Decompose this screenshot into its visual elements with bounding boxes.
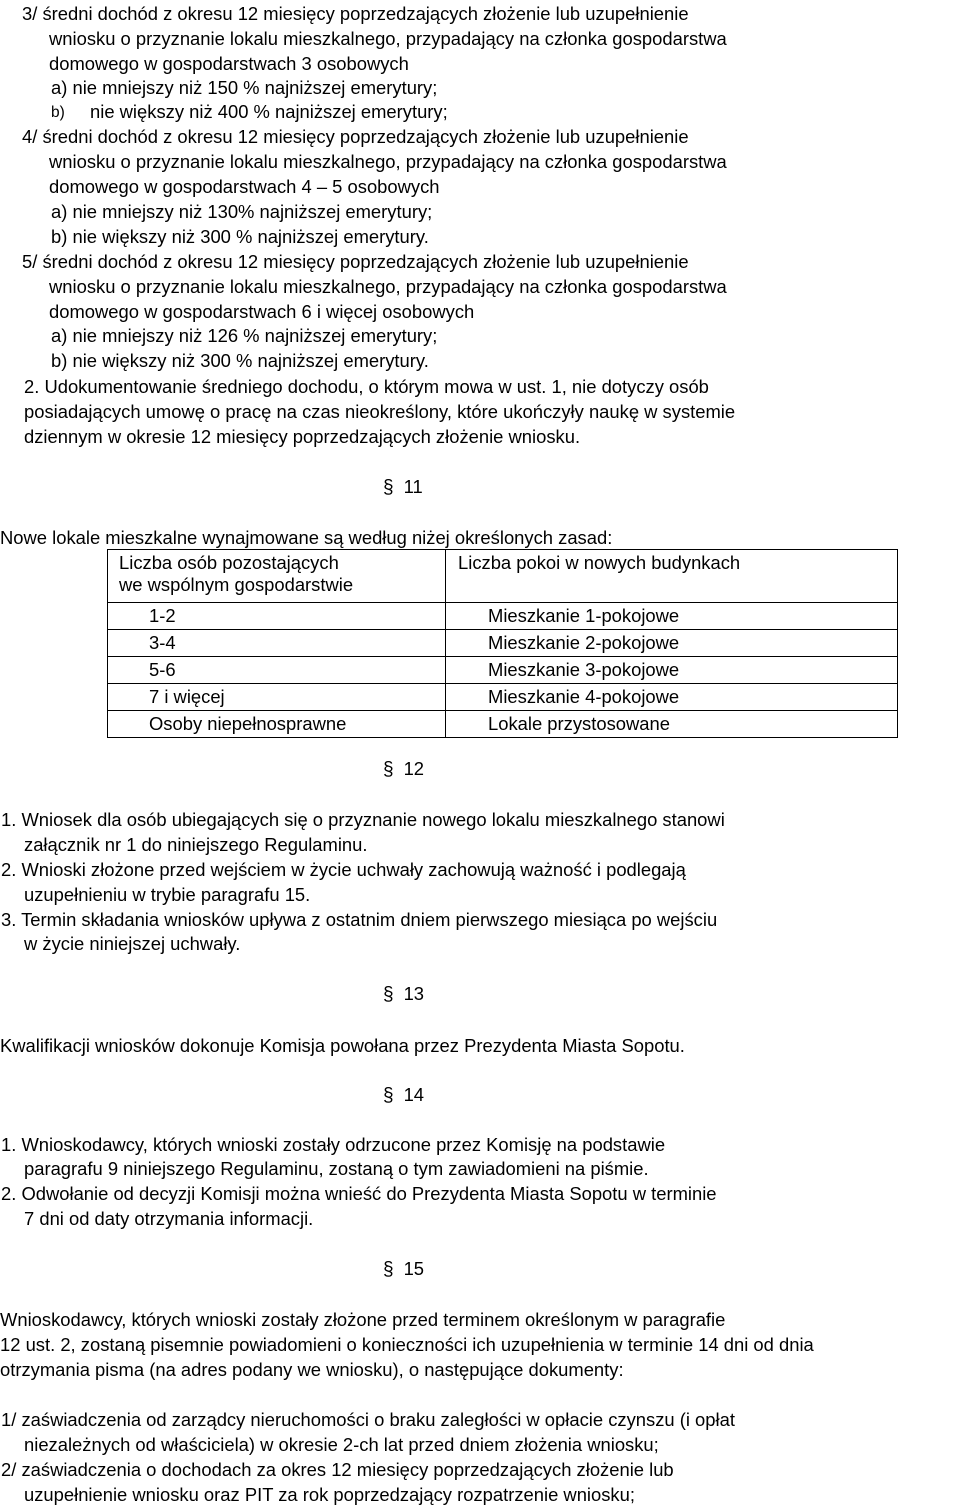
text-line: 2/ zaświadczenia o dochodach za okres 12 miesięcy poprzedzających złożenie lub — [1, 1459, 674, 1480]
text-line: 12 ust. 2, zostaną pisemnie powiadomieni o konieczności ich uzupełnienia w terminie 14 dni od dnia — [0, 1334, 814, 1355]
text-line: 2. Odwołanie od decyzji Komisji można wnieść do Prezydenta Miasta Sopotu w terminie — [1, 1183, 717, 1204]
text-line: Kwalifikacji wniosków dokonuje Komisja powołana przez Prezydenta Miasta Sopotu. — [0, 1035, 685, 1056]
text-line: wniosku o przyznanie lokalu mieszkalnego, przypadający na członka gospodarstwa — [49, 276, 727, 297]
table-header-row — [108, 550, 898, 603]
section-heading — [383, 476, 423, 499]
text-line: dziennym w okresie 12 miesięcy poprzedzających złożenie wniosku. — [24, 426, 581, 447]
table-cell: 5-6 — [108, 657, 446, 684]
list-marker: b) — [51, 104, 65, 121]
table-cell: Lokale przystosowane — [446, 711, 898, 738]
text-line: w życie niniejszej uchwały. — [24, 933, 241, 954]
text-line: nie większy niż 400 % najniższej emerytury; — [90, 101, 448, 122]
text-line: 1/ zaświadczenia od zarządcy nieruchomości o braku zaległości w opłacie czynszu (i opłat — [1, 1409, 735, 1430]
table-cell: 3-4 — [108, 630, 446, 657]
table-row — [108, 630, 898, 657]
text-line: domowego w gospodarstwach 3 osobowych — [49, 53, 409, 74]
table-cell: Mieszkanie 1-pokojowe — [446, 603, 898, 630]
text-line: 1. Wnioskodawcy, których wnioski zostały odrzucone przez Komisję na podstawie — [1, 1134, 666, 1155]
text-line: a) nie mniejszy niż 150 % najniższej emerytury; — [51, 77, 438, 98]
text-line: wniosku o przyznanie lokalu mieszkalnego, przypadający na członka gospodarstwa — [49, 151, 727, 172]
table-row — [108, 603, 898, 630]
table-row — [108, 657, 898, 684]
text-line: domowego w gospodarstwach 6 i więcej osobowych — [49, 301, 475, 322]
text-line: paragrafu 9 niniejszego Regulaminu, zostaną o tym zawiadomieni na piśmie. — [24, 1158, 649, 1179]
table-cell: Mieszkanie 4-pokojowe — [446, 684, 898, 711]
text-line: uzupełnienie wniosku oraz PIT za rok poprzedzający rozpatrzenie wniosku; — [24, 1484, 635, 1505]
section-heading — [383, 1084, 424, 1107]
table-row — [108, 711, 898, 738]
table-header-cell: Liczba pokoi w nowych budynkach — [446, 550, 898, 603]
section-number: 14 — [403, 1084, 425, 1105]
section-sign: § — [383, 984, 394, 1005]
section-heading — [383, 983, 424, 1006]
text-line: a) nie mniejszy niż 130% najniższej emerytury; — [51, 201, 433, 222]
table-cell: Mieszkanie 2-pokojowe — [446, 630, 898, 657]
section-sign: § — [383, 1085, 394, 1106]
table-cell: 7 i więcej — [108, 684, 446, 711]
table-header-cell — [108, 550, 446, 603]
table-cell: Mieszkanie 3-pokojowe — [446, 657, 898, 684]
rooms-table — [107, 549, 898, 738]
text-line: domowego w gospodarstwach 4 ‒ 5 osobowych — [49, 176, 440, 197]
text-line: a) nie mniejszy niż 126 % najniższej emerytury; — [51, 325, 438, 346]
text-line: załącznik nr 1 do niniejszego Regulaminu. — [24, 834, 368, 855]
section-number: 15 — [403, 1258, 425, 1279]
section-heading — [383, 758, 424, 781]
text-line: wniosku o przyznanie lokalu mieszkalnego, przypadający na członka gospodarstwa — [49, 28, 727, 49]
text-line: b) nie większy niż 300 % najniższej emerytury. — [51, 350, 429, 371]
table-row — [108, 684, 898, 711]
header-line: Liczba osób pozostających — [119, 552, 339, 573]
text-line: 3. Termin składania wniosków upływa z ostatnim dniem pierwszego miesiąca po wejściu — [1, 909, 718, 930]
text-line: 2. Wnioski złożone przed wejściem w życie uchwały zachowują ważność i podlegają — [1, 859, 686, 880]
section-number: 11 — [403, 476, 423, 497]
section-sign: § — [383, 477, 394, 498]
text-line: b) nie większy niż 300 % najniższej emerytury. — [51, 226, 429, 247]
section-sign: § — [383, 1259, 394, 1280]
text-line: posiadających umowę o pracę na czas nieokreślony, które ukończyły naukę w systemie — [24, 401, 736, 422]
text-line: 3/ średni dochód z okresu 12 miesięcy poprzedzających złożenie lub uzupełnienie — [22, 3, 689, 24]
text-line: 2. Udokumentowanie średniego dochodu, o którym mowa w ust. 1, nie dotyczy osób — [24, 376, 709, 397]
text-line: otrzymania pisma (na adres podany we wniosku), o następujące dokumenty: — [0, 1359, 624, 1380]
section-number: 13 — [403, 983, 425, 1004]
text-line: niezależnych od właściciela) w okresie 2-ch lat przed dniem złożenia wniosku; — [24, 1434, 659, 1455]
text-line: uzupełnieniu w trybie paragrafu 15. — [24, 884, 311, 905]
header-line: we wspólnym gospodarstwie — [119, 574, 354, 595]
section-heading — [383, 1258, 424, 1281]
section-intro: Nowe lokale mieszkalne wynajmowane są według niżej określonych zasad: — [0, 527, 613, 548]
text-line: 7 dni od daty otrzymania informacji. — [24, 1208, 314, 1229]
text-line: Wnioskodawcy, których wnioski zostały złożone przed terminem określonym w paragrafie — [0, 1309, 726, 1330]
table-cell: 1-2 — [108, 603, 446, 630]
section-number: 12 — [403, 758, 425, 779]
table-cell: Osoby niepełnosprawne — [108, 711, 446, 738]
text-line: 5/ średni dochód z okresu 12 miesięcy poprzedzających złożenie lub uzupełnienie — [22, 251, 689, 272]
section-sign: § — [383, 759, 394, 780]
text-line: 1. Wniosek dla osób ubiegających się o przyznanie nowego lokalu mieszkalnego stanowi — [1, 809, 725, 830]
text-line: 4/ średni dochód z okresu 12 miesięcy poprzedzających złożenie lub uzupełnienie — [22, 126, 689, 147]
